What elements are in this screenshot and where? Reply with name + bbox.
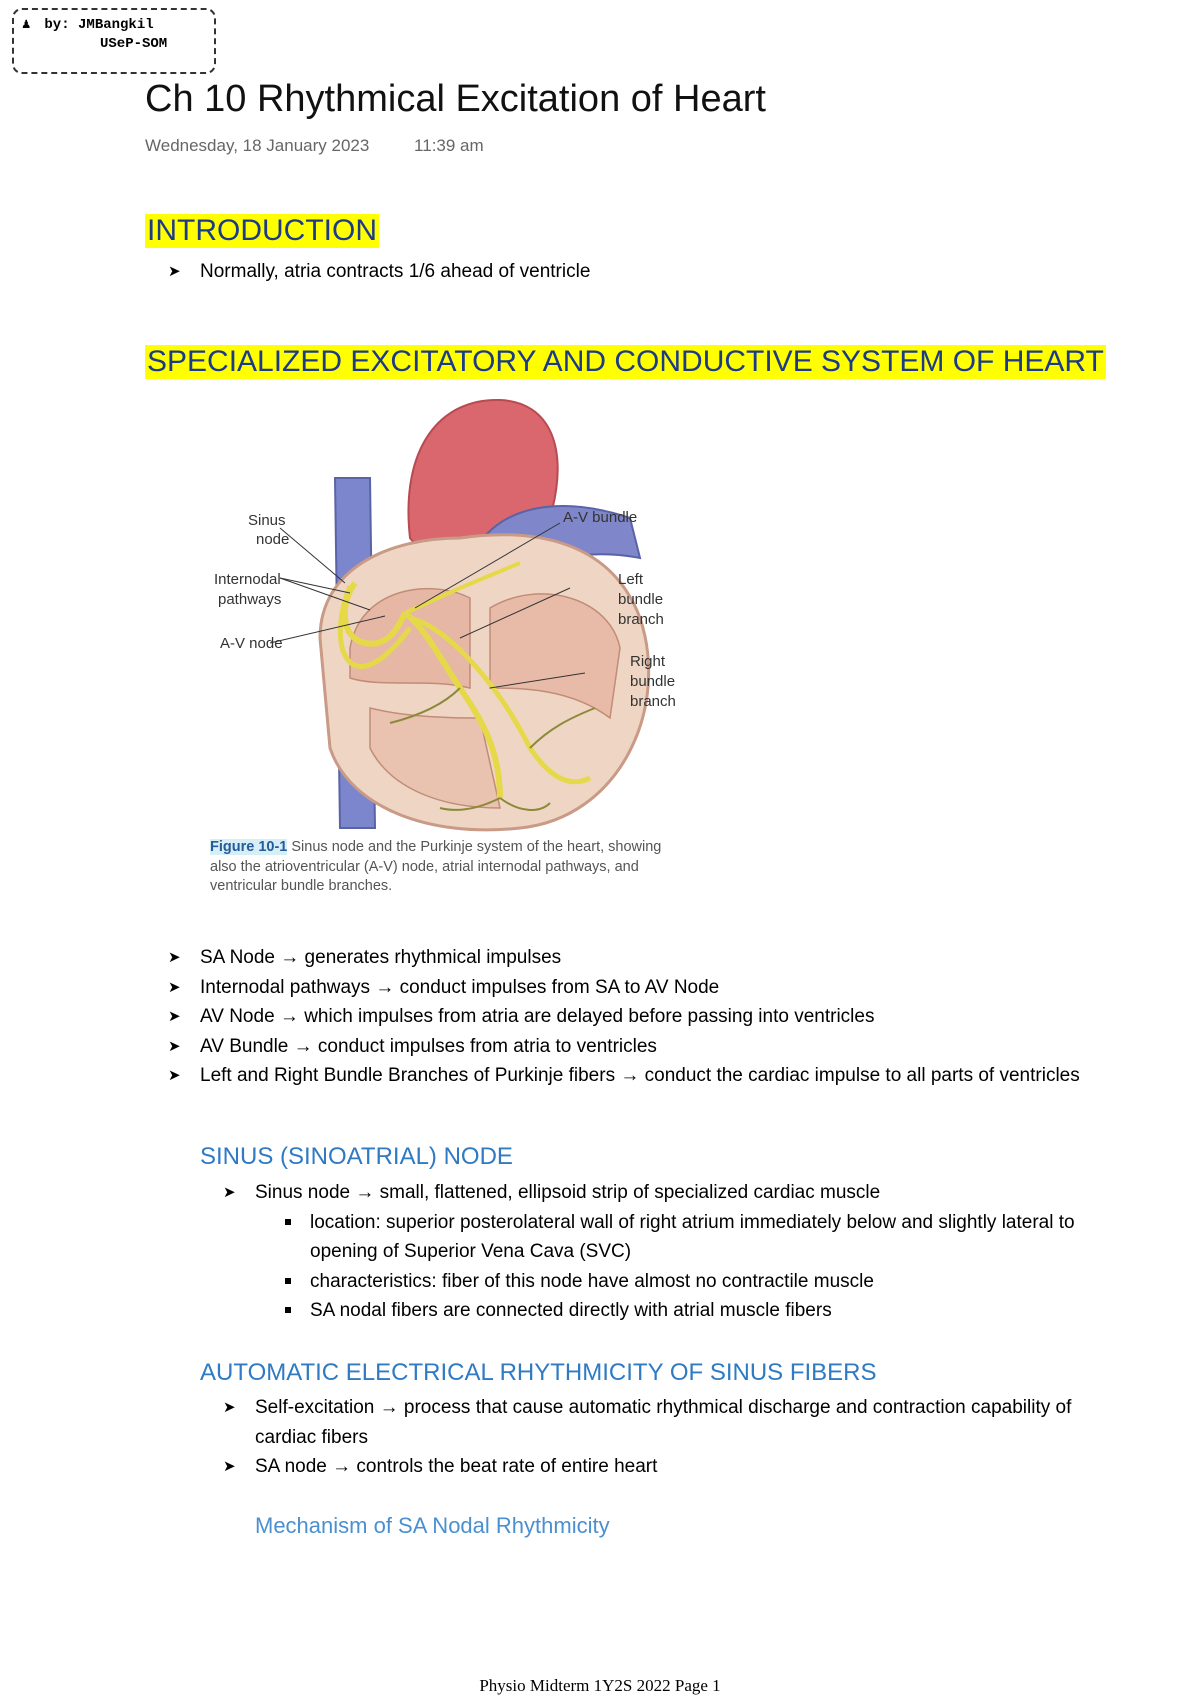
heart-conduction-figure [200, 388, 700, 898]
label-av-bundle: A-V bundle [563, 509, 638, 526]
list-item: ➤ Left and Right Bundle Branches of Purkinje fibers → conduct the cardiac impulse to all parts of ventricles [145, 1061, 1100, 1091]
label-right-branch-2: bundle [630, 673, 676, 690]
label-right-branch: Right [630, 653, 666, 670]
sinus-list [200, 1178, 1100, 1326]
list-item: SA nodal fibers are connected directly with atrial muscle fibers [255, 1296, 1100, 1326]
arrow-bullet-icon: ➤ [168, 1067, 181, 1084]
list-item: ➤ SA node → controls the beat rate of entire heart [200, 1452, 1100, 1482]
square-bullet-icon [285, 1307, 291, 1313]
arrow-bullet-icon: ➤ [223, 1184, 236, 1201]
stamp-line-2: USeP-SOM [100, 36, 168, 52]
page-footer: Physio Midterm 1Y2S 2022 Page 1 [479, 1676, 721, 1695]
list-item: ➤ Self-excitation → process that cause automatic rhythmical discharge and contraction capability of cardiac fibers [200, 1393, 1100, 1452]
heart-diagram [200, 388, 700, 838]
list-item: ➤ AV Bundle → conduct impulses from atria to ventricles [145, 1032, 1100, 1062]
user-icon: ♟ [22, 17, 31, 33]
intro-list [145, 257, 1045, 287]
arrow-bullet-icon: ➤ [223, 1458, 236, 1475]
label-left-branch-3: branch [618, 611, 664, 628]
figure-number: Figure 10-1 [210, 839, 288, 855]
sinus-sublist [255, 1208, 1100, 1326]
label-internodal: Internodal [214, 571, 281, 588]
page-time: 11:39 am [414, 136, 484, 155]
square-bullet-icon [285, 1278, 291, 1284]
list-item: ➤ Internodal pathways → conduct impulses from SA to AV Node [145, 973, 1100, 1003]
automatic-list [200, 1393, 1100, 1482]
label-left-branch-2: bundle [618, 591, 664, 608]
page-date: Wednesday, 18 January 2023 [145, 136, 370, 155]
specialized-list [145, 943, 1100, 1091]
label-sinus-node-2: node [256, 531, 290, 548]
stamp-line-1: by: JMBangkil [44, 17, 154, 33]
arrow-bullet-icon: ➤ [168, 263, 181, 280]
arrow-bullet-icon: ➤ [223, 1399, 236, 1416]
list-item: ➤ AV Node → which impulses from atria are delayed before passing into ventricles [145, 1002, 1100, 1032]
heading-sinus-node: SINUS (SINOATRIAL) NODE [200, 1143, 513, 1170]
list-item: ➤ SA Node → generates rhythmical impulses [145, 943, 1100, 973]
label-internodal-2: pathways [218, 591, 282, 608]
label-sinus-node: Sinus [248, 512, 286, 529]
caption-text: Sinus node and the Purkinje system of the heart, showing also the atrioventricular (A-V) node, atrial internodal pathways, and ventricular bundle branches. [210, 839, 662, 894]
heading-specialized-system: SPECIALIZED EXCITATORY AND CONDUCTIVE SYSTEM OF HEART [147, 345, 1104, 378]
author-stamp [12, 8, 216, 74]
list-item: characteristics: fiber of this node have almost no contractile muscle [255, 1267, 1100, 1297]
page-title: Ch 10 Rhythmical Excitation of Heart [145, 78, 766, 120]
arrow-bullet-icon: ➤ [168, 949, 181, 966]
list-item: ➤ Sinus node → small, flattened, ellipsoid strip of specialized cardiac muscle location: superior posterolateral wall of right atrium immediately below and slightly lateral to opening of Superior Vena Cava (SVC) characteristics: fiber of this node have almost no contractile muscle SA nodal fibers are connected directly with atrial muscle fibers [200, 1178, 1100, 1326]
list-item: ➤ Normally, atria contracts 1/6 ahead of ventricle [145, 257, 1045, 287]
heading-automatic-rhythmicity: AUTOMATIC ELECTRICAL RHYTHMICITY OF SINUS FIBERS [200, 1359, 877, 1386]
label-left-branch: Left [618, 571, 644, 588]
date-line [145, 136, 484, 156]
figure-caption [210, 838, 690, 897]
heading-mechanism: Mechanism of SA Nodal Rhythmicity [255, 1513, 610, 1538]
label-av-node: A-V node [220, 635, 283, 652]
square-bullet-icon [285, 1219, 291, 1225]
label-right-branch-3: branch [630, 693, 676, 710]
arrow-bullet-icon: ➤ [168, 1008, 181, 1025]
list-item: location: superior posterolateral wall of right atrium immediately below and slightly lateral to opening of Superior Vena Cava (SVC) [255, 1208, 1100, 1267]
arrow-bullet-icon: ➤ [168, 1037, 181, 1055]
heading-introduction: INTRODUCTION [147, 214, 377, 247]
arrow-bullet-icon: ➤ [168, 978, 181, 996]
